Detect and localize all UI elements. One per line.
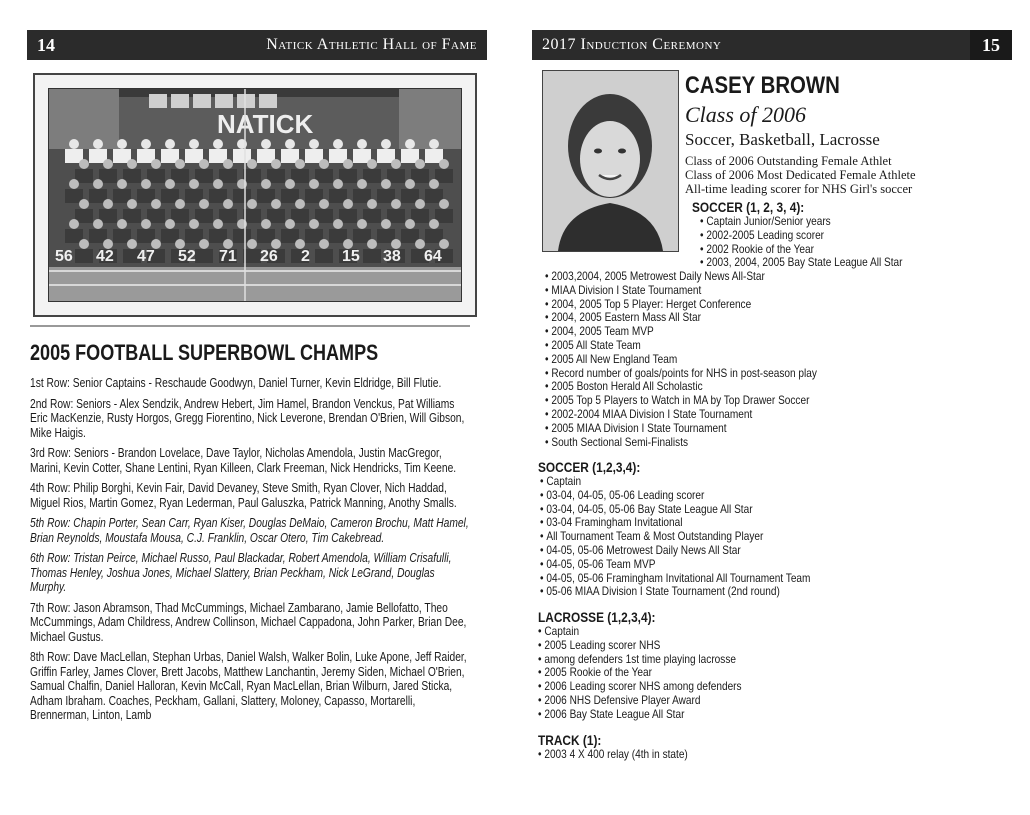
player-head [357, 139, 367, 149]
list-item: • MIAA Division I State Tournament [545, 284, 940, 298]
player-head [381, 139, 391, 149]
jersey-number: 42 [96, 248, 114, 265]
list-item: • 03-04, 04-05, 05-06 Leading scorer [540, 489, 933, 503]
list-item: • South Sectional Semi-Finalists [545, 436, 940, 450]
list-item: • 2005 Top 5 Players to Watch in MA by Top Drawer Soccer [545, 394, 940, 408]
player-head [391, 199, 401, 209]
player-head [295, 159, 305, 169]
player-head [285, 139, 295, 149]
caption-block [30, 340, 470, 729]
player-head [79, 239, 89, 249]
page-number: 14 [37, 34, 55, 55]
sports-list: Soccer, Basketball, Lacrosse [685, 130, 880, 149]
section-heading: SOCCER (1, 2, 3, 4): [692, 200, 805, 215]
player-head [343, 199, 353, 209]
section-heading: LACROSSE (1,2,3,4): [538, 610, 656, 625]
player-head [93, 139, 103, 149]
player-head [127, 239, 137, 249]
row-label: 6th Row: [30, 551, 71, 565]
row-names: Chapin Porter, Sean Carr, Ryan Kiser, Douglas DeMaio, Cameron Brochu, Matt Hamel, Brian Reynolds, Moustafa Mousa, C.J. Franklin, Oscar Otero, Tim Cakebread. [30, 516, 469, 545]
jersey-number: 26 [260, 248, 278, 265]
player-head [165, 179, 175, 189]
player-head [103, 159, 113, 169]
player-body [75, 249, 93, 263]
player-head [93, 219, 103, 229]
player-head [357, 179, 367, 189]
player-head [271, 199, 281, 209]
list-item: • 2004, 2005 Team MVP [545, 325, 940, 339]
player-head [309, 219, 319, 229]
player-head [319, 199, 329, 209]
bullet-list [538, 625, 933, 722]
row-label: 2nd Row: [30, 396, 74, 411]
player-head [213, 139, 223, 149]
player-head [117, 179, 127, 189]
player-head [391, 159, 401, 169]
player-head [261, 179, 271, 189]
list-item: • Record number of goals/points for NHS in post-season play [545, 367, 940, 381]
player-head [319, 159, 329, 169]
list-item: • 2006 NHS Defensive Player Award [538, 694, 933, 708]
row-label: 1st Row: [30, 376, 70, 390]
player-head [309, 139, 319, 149]
player-head [127, 159, 137, 169]
jersey-number: 38 [383, 248, 401, 265]
jersey-number: 47 [137, 248, 155, 265]
right-banner [532, 30, 1012, 60]
list-item: • Captain [540, 475, 933, 489]
player-head [415, 159, 425, 169]
honor-item: Class of 2006 Most Dedicated Female Athlete [685, 168, 916, 182]
row-label: 3rd Row: [30, 446, 72, 460]
row-label: 8th Row: [30, 650, 71, 664]
portrait-image [543, 71, 678, 251]
player-head [69, 219, 79, 229]
wall-text: NATICK [217, 109, 314, 139]
list-item: • 04-05, 05-06 Team MVP [540, 558, 933, 572]
player-head [343, 159, 353, 169]
player-head [285, 219, 295, 229]
player-head [199, 239, 209, 249]
right-page [520, 0, 1030, 815]
player-head [405, 219, 415, 229]
player-head [367, 199, 377, 209]
bullet-list [700, 215, 970, 270]
player-head [261, 139, 271, 149]
player-head [127, 199, 137, 209]
player-head [165, 219, 175, 229]
row-names: Jason Abramson, Thad McCummings, Michael Zambarano, Jamie Bellofatto, Theo McCummings, Adam Childress, Andrew Collinson, Michael Cappadona, John Parker, Brian Dee, Michael Gustus. [30, 600, 467, 644]
honor-item: Class of 2006 Outstanding Female Athlet [685, 154, 892, 168]
list-item: • 04-05, 05-06 Framingham Invitational All Tournament Team [540, 572, 933, 586]
player-head [247, 199, 257, 209]
page-number: 15 [970, 30, 1012, 60]
banner-title: 2017 Induction Ceremony [542, 36, 722, 53]
list-item: • Captain [538, 625, 933, 639]
player-head [93, 179, 103, 189]
player-head [381, 179, 391, 189]
jersey-number: 2 [301, 248, 310, 265]
list-item: • 2002-2004 MIAA Division I State Tournament [545, 408, 940, 422]
list-item: • Captain Junior/Senior years [700, 215, 970, 229]
player-head [213, 219, 223, 229]
player-head [189, 179, 199, 189]
list-item: • All Tournament Team & Most Outstanding Player [540, 530, 933, 544]
player-head [117, 139, 127, 149]
team-photo-frame [33, 73, 477, 317]
player-head [439, 159, 449, 169]
player-head [429, 179, 439, 189]
left-page [0, 0, 510, 815]
player-head [405, 179, 415, 189]
list-item: • 2004, 2005 Top 5 Player: Herget Conference [545, 298, 940, 312]
list-item: • among defenders 1st time playing lacrosse [538, 653, 933, 667]
player-head [69, 179, 79, 189]
list-item: • 2002 Rookie of the Year [700, 243, 970, 257]
player-head [199, 199, 209, 209]
player-head [271, 159, 281, 169]
list-item: • 03-04, 04-05, 05-06 Bay State League All Star [540, 503, 933, 517]
caption-row [30, 516, 473, 545]
player-head [151, 159, 161, 169]
list-item: • 2005 All New England Team [545, 353, 940, 367]
row-names: Senior Captains - Reschaude Goodwyn, Daniel Turner, Kevin Eldridge, Bill Flutie. [69, 376, 442, 390]
team-photo [48, 88, 462, 302]
player-head [223, 159, 233, 169]
player-head [165, 139, 175, 149]
player-head [333, 139, 343, 149]
class-year: Class of 2006 [685, 102, 807, 127]
player-head [247, 239, 257, 249]
caption-heading: 2005 FOOTBALL SUPERBOWL CHAMPS [30, 340, 379, 365]
player-head [103, 199, 113, 209]
banner-title: Natick Athletic Hall of Fame [266, 36, 477, 53]
player-head [199, 159, 209, 169]
inductee-header [685, 72, 1015, 196]
caption-row [30, 481, 473, 510]
list-item: • 2003 4 X 400 relay (4th in state) [538, 748, 933, 762]
player-head [79, 159, 89, 169]
player-head [295, 199, 305, 209]
bullet-list [538, 748, 933, 762]
player-head [261, 219, 271, 229]
player-head [333, 219, 343, 229]
player-head [285, 179, 295, 189]
jersey-number: 71 [219, 248, 237, 265]
list-item: • 03-04 Framingham Invitational [540, 516, 933, 530]
player-head [69, 139, 79, 149]
list-item: • 2006 Leading scorer NHS among defenders [538, 680, 933, 694]
soccer-college-section [692, 200, 1022, 270]
row-names: Seniors - Alex Sendzik, Andrew Hebert, Jim Hamel, Brandon Venckus, Pat Williams Eric MacKenzie, Rusty Horgos, Gregg Fiorentino, Nick Leverone, Brendan O'Brien, Will Gibson, Mike Haigis. [30, 396, 465, 440]
left-banner [27, 30, 487, 60]
list-item: • 2006 Bay State League All Star [538, 708, 933, 722]
player-body [195, 249, 213, 263]
player-head [141, 179, 151, 189]
caption-row [30, 397, 473, 441]
player-head [439, 199, 449, 209]
player-head [381, 219, 391, 229]
section-heading: TRACK (1): [538, 733, 602, 748]
row-names: Tristan Peirce, Michael Russo, Paul Blackadar, Robert Amendola, William Crisafulli, Thomas Henley, Joshua Jones, Michael Slattery, Brian Peckham, Nick LeGrand, Douglas Murphy. [30, 551, 452, 594]
player-body [315, 249, 333, 263]
jersey-number: 15 [342, 248, 360, 265]
jersey-number: 56 [55, 248, 73, 265]
player-head [247, 159, 257, 169]
row-names: Philip Borghi, Kevin Fair, David Devaney, Steve Smith, Ryan Clover, Nich Haddad, Miguel Rios, Martin Gomez, Ryan Lederman, Paul Galuszka, Patrick Manning, Anothy Smalls. [30, 481, 457, 510]
list-item: • 2005 Leading scorer NHS [538, 639, 933, 653]
player-head [189, 219, 199, 229]
list-item: • 04-05, 05-06 Metrowest Daily News All Star [540, 544, 933, 558]
jersey-number: 52 [178, 248, 196, 265]
player-head [319, 239, 329, 249]
list-item: • 2005 Boston Herald All Scholastic [545, 380, 940, 394]
soccer-college-continued [545, 270, 1015, 449]
list-item: • 2003, 2004, 2005 Bay State League All Star [700, 256, 970, 270]
list-item: • 2005 Rookie of the Year [538, 666, 933, 680]
player-head [367, 239, 377, 249]
player-head [333, 179, 343, 189]
section-heading: SOCCER (1,2,3,4): [538, 460, 641, 475]
player-head [151, 199, 161, 209]
divider [30, 325, 470, 327]
lacrosse-section [538, 610, 1008, 722]
row-names: Seniors - Brandon Lovelace, Dave Taylor, Nicholas Amendola, Justin MacGregor, Marini, Kevin Cotter, Shane Lentini, Ryan Killeen, Clark Freeman, Nick Hendricks, Tim Keene. [30, 446, 457, 475]
player-head [213, 179, 223, 189]
row-names: Dave MacLellan, Stephan Urbas, Daniel Walsh, Walker Bolin, Luke Apone, Jeff Raider, Griffin Farley, James Clover, Brett Jacobs, Matthew Lanchantin, Jeremy Siden, Michael O'Brien, Samual Chalfin, Daniel Halloran, Kevin McCall, Ryan MacLellan, Brian Wilburn, Jared Sticka, Adham Ibraham. Coaches, Peckham, Gallani, Slattery, Moloney, Capasso, Mortarelli, Brennerman, Linton, Lamb [30, 650, 467, 722]
player-head [429, 219, 439, 229]
row-label: 7th Row: [30, 600, 71, 615]
player-head [175, 199, 185, 209]
honor-item: All-time leading scorer for NHS Girl's soccer [685, 182, 913, 196]
player-head [141, 139, 151, 149]
honors-list [685, 154, 1015, 196]
player-head [79, 199, 89, 209]
jersey-number: 64 [424, 248, 442, 265]
inductee-name: CASEY BROWN [685, 72, 840, 99]
list-item: • 2002-2005 Leading scorer [700, 229, 970, 243]
team-photo-image [49, 89, 461, 301]
caption-row [30, 650, 473, 723]
player-head [415, 199, 425, 209]
list-item: • 2005 MIAA Division I State Tournament [545, 422, 940, 436]
bullet-list [540, 475, 933, 599]
player-head [357, 219, 367, 229]
track-section [538, 733, 1008, 762]
player-head [309, 179, 319, 189]
row-label: 5th Row: [30, 516, 71, 530]
caption-row [30, 551, 473, 595]
player-body [363, 249, 381, 263]
player-head [367, 159, 377, 169]
soccer-section [538, 460, 1008, 599]
caption-row [30, 446, 473, 475]
bullet-list [545, 270, 940, 449]
list-item: • 2003,2004, 2005 Metrowest Daily News All-Star [545, 270, 940, 284]
player-head [117, 219, 127, 229]
player-head [189, 139, 199, 149]
row-label: 4th Row: [30, 481, 71, 495]
player-head [141, 219, 151, 229]
list-item: • 05-06 MIAA Division I State Tournament (2nd round) [540, 585, 933, 599]
list-item: • 2004, 2005 Eastern Mass All Star [545, 311, 940, 325]
caption-row [30, 376, 473, 391]
player-head [223, 199, 233, 209]
player-head [405, 139, 415, 149]
caption-row [30, 601, 473, 645]
portrait-photo [542, 70, 679, 252]
player-head [429, 139, 439, 149]
player-head [175, 159, 185, 169]
list-item: • 2005 All State Team [545, 339, 940, 353]
